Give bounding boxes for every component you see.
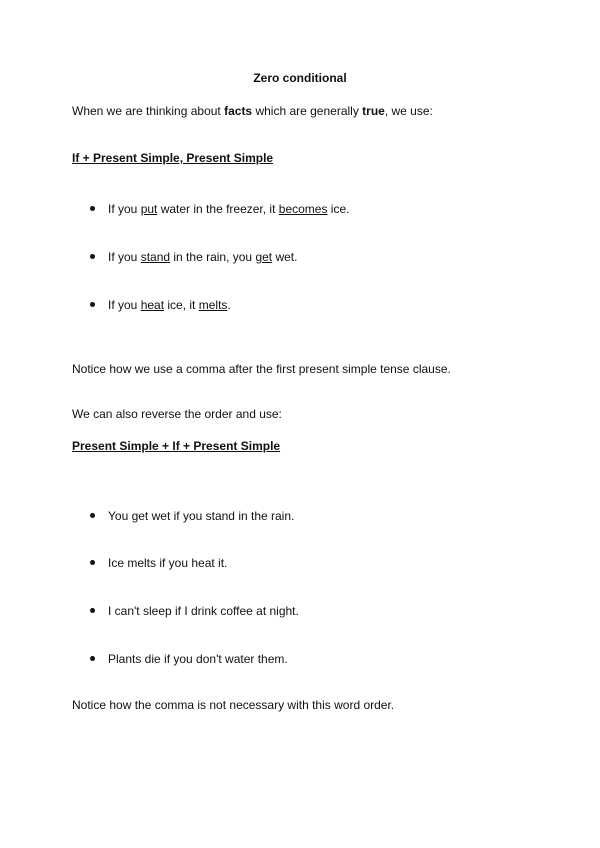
text: Plants die if you don't water them. [108,652,288,666]
list-item [90,297,231,313]
reverse-paragraph: We can also reverse the order and use: [72,407,282,421]
text: I can't sleep if I drink coffee at night. [108,604,299,618]
intro-text: which are generally [252,104,363,118]
underlined-verb: get [255,250,273,264]
bullet-icon [90,513,95,518]
list-item [90,508,294,524]
bullet-icon [90,254,95,259]
list-item [90,555,227,571]
text: . [227,298,231,312]
list-item [90,201,349,217]
bullet-icon [90,206,95,211]
underlined-verb: heat [140,298,165,312]
text: Ice melts if you heat it. [108,556,228,570]
underlined-verb: stand [140,250,171,264]
text: in the rain, you [170,250,256,264]
list-item [90,249,297,265]
text: water in the freezer, it [157,202,279,216]
text: If you [108,298,141,312]
document-title: Zero conditional [253,71,347,85]
text: If you [108,202,141,216]
bold-true: true [362,104,385,118]
structure-heading-1: If + Present Simple, Present Simple [72,151,274,165]
list-item [90,651,288,667]
intro-text: When we are thinking about [72,104,225,118]
structure-heading-2: Present Simple + If + Present Simple [72,439,281,453]
text: If you [108,250,141,264]
text: wet. [272,250,298,264]
bullet-icon [90,560,95,565]
text: ice. [327,202,350,216]
intro-text: , we use: [384,104,433,118]
notice-paragraph-2: Notice how the comma is not necessary with this word order. [72,698,395,712]
bullet-icon [90,608,95,613]
list-item [90,603,299,619]
underlined-verb: melts [198,298,228,312]
intro-paragraph [72,103,433,119]
notice-paragraph-1: Notice how we use a comma after the first present simple tense clause. [72,362,451,376]
text: You get wet if you stand in the rain. [108,509,295,523]
bullet-icon [90,656,95,661]
underlined-verb: put [140,202,158,216]
bullet-icon [90,302,95,307]
bold-facts: facts [224,104,253,118]
underlined-verb: becomes [278,202,328,216]
text: ice, it [164,298,199,312]
